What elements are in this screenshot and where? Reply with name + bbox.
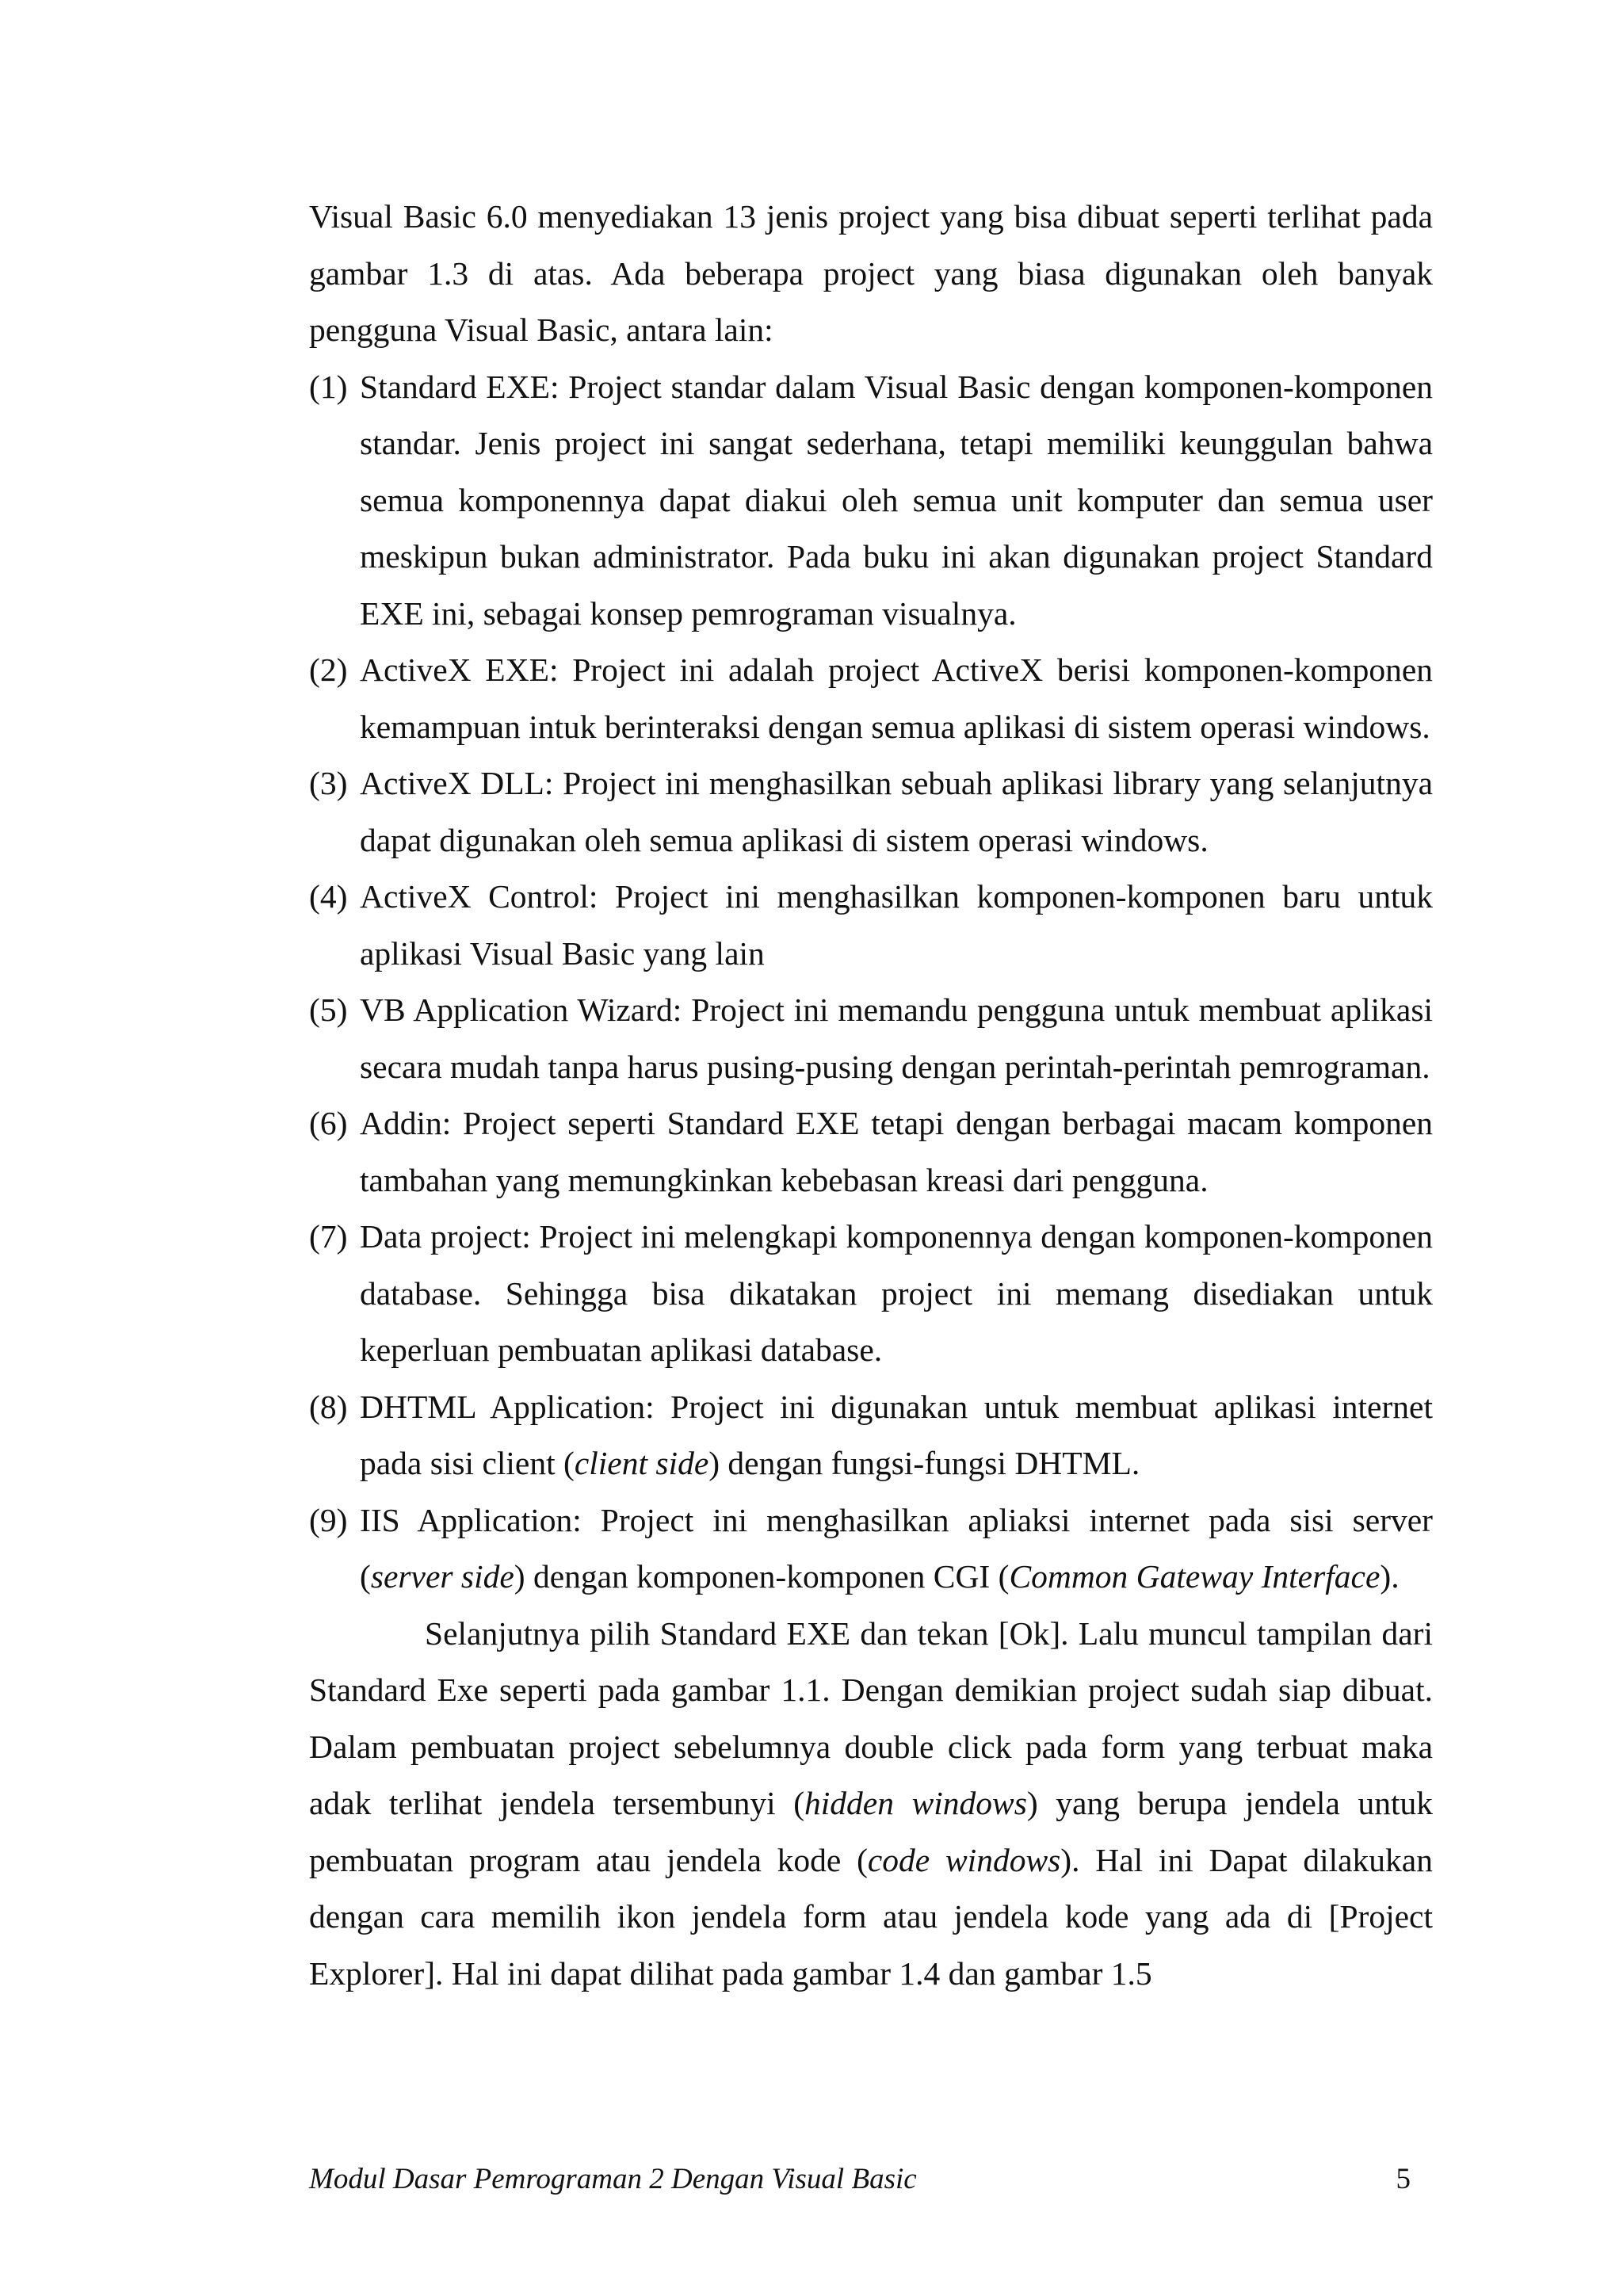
list-item-number: (2): [309, 651, 348, 688]
list-item-emphasis: server side: [370, 1558, 514, 1595]
list-item-text: ActiveX DLL: Project ini menghasilkan sebuah aplikasi library yang selanjutnya dapat digunakan oleh semua aplikasi di sistem operasi windows.: [360, 765, 1433, 858]
list-item-text: ActiveX EXE: Project ini adalah project ActiveX berisi komponen-komponen kemampuan intuk berinteraksi dengan semua aplikasi di sistem operasi windows.: [360, 651, 1433, 745]
closing-emphasis: code windows: [867, 1841, 1061, 1878]
page-body: [309, 189, 1433, 2002]
list-item-text: Data project: Project ini melengkapi komponennya dengan komponen-komponen database. Sehingga bisa dikatakan project ini memang disediakan untuk keperluan pembuatan aplikasi database.: [360, 1218, 1433, 1368]
list-item-text: Addin: Project seperti Standard EXE tetapi dengan berbagai macam komponen tambahan yang memungkinkan kebebasan kreasi dari pengguna.: [360, 1105, 1433, 1198]
intro-paragraph: Visual Basic 6.0 menyediakan 13 jenis project yang bisa dibuat seperti terlihat pada gambar 1.3 di atas. Ada beberapa project yang biasa digunakan oleh banyak pengguna Visual Basic, antara lain:: [309, 198, 1433, 348]
list-item-text: ) dengan komponen-komponen CGI (: [514, 1558, 1010, 1595]
list-item-text: DHTML Application: Project ini digunakan untuk membuat aplikasi internet pada sisi client (: [360, 1388, 1433, 1481]
list-item-text: ) dengan fungsi-fungsi DHTML.: [708, 1445, 1140, 1481]
list-item: [309, 1209, 1433, 1379]
closing-text: ) yang berupa jendela untuk pembuatan program atau jendela kode (: [309, 1785, 1433, 1878]
page-footer: [309, 2162, 1411, 2196]
list-item: [309, 869, 1433, 982]
closing-text: ). Hal ini Dapat dilakukan dengan cara memilih ikon jendela form atau jendela kode yang ada di [Project Explorer]. Hal ini dapat dilihat pada gambar 1.4 dan gambar 1.5: [309, 1841, 1433, 1992]
list-item-number: (4): [309, 878, 348, 915]
list-item: [309, 642, 1433, 755]
list-item: [309, 1492, 1433, 1606]
footer-title: Modul Dasar Pemrograman 2 Dengan Visual Basic: [309, 2163, 917, 2195]
list-item-number: (1): [309, 368, 348, 405]
list-item-number: (8): [309, 1388, 348, 1425]
list-item: [309, 755, 1433, 869]
list-item-number: (6): [309, 1105, 348, 1141]
list-item-number: (5): [309, 991, 348, 1028]
page-number: 5: [1396, 2163, 1411, 2195]
closing-paragraph: [309, 1606, 1433, 2003]
closing-emphasis: hidden windows: [804, 1785, 1027, 1821]
list-item-number: (3): [309, 765, 348, 801]
list-item-text: ActiveX Control: Project ini menghasilkan komponen-komponen baru untuk aplikasi Visual Basic yang lain: [360, 878, 1433, 972]
list-item-number: (7): [309, 1218, 348, 1255]
list-item-text: ).: [1380, 1558, 1400, 1595]
list-item-emphasis: client side: [574, 1445, 709, 1481]
list-item-text: IIS Application: Project ini menghasilkan apliaksi internet pada sisi server (: [360, 1501, 1433, 1595]
list-item-emphasis: Common Gateway Interface: [1009, 1558, 1381, 1595]
list-item: [309, 982, 1433, 1095]
list-item: [309, 1379, 1433, 1492]
closing-text: Selanjutnya pilih Standard EXE dan tekan [Ok]. Lalu muncul tampilan dari Standard Exe seperti pada gambar 1.1. Dengan demikian project sudah siap dibuat. Dalam pembuatan project sebelumnya double click pada form yang terbuat maka adak terlihat jendela tersembunyi (: [309, 1614, 1433, 1821]
list-item: [309, 359, 1433, 643]
list-item-number: (9): [309, 1501, 348, 1538]
list-item-text: Standard EXE: Project standar dalam Visual Basic dengan komponen-komponen standar. Jenis project ini sangat sederhana, tetapi memiliki keunggulan bahwa semua komponennya dapat diakui oleh semua unit komputer dan semua user meskipun bukan administrator. Pada buku ini akan digunakan project Standard EXE ini, sebagai konsep pemrograman visualnya.: [360, 368, 1433, 632]
list-item: [309, 1095, 1433, 1209]
list-item-text: VB Application Wizard: Project ini memandu pengguna untuk membuat aplikasi secara mudah tanpa harus pusing-pusing dengan perintah-perintah pemrograman.: [360, 991, 1433, 1085]
